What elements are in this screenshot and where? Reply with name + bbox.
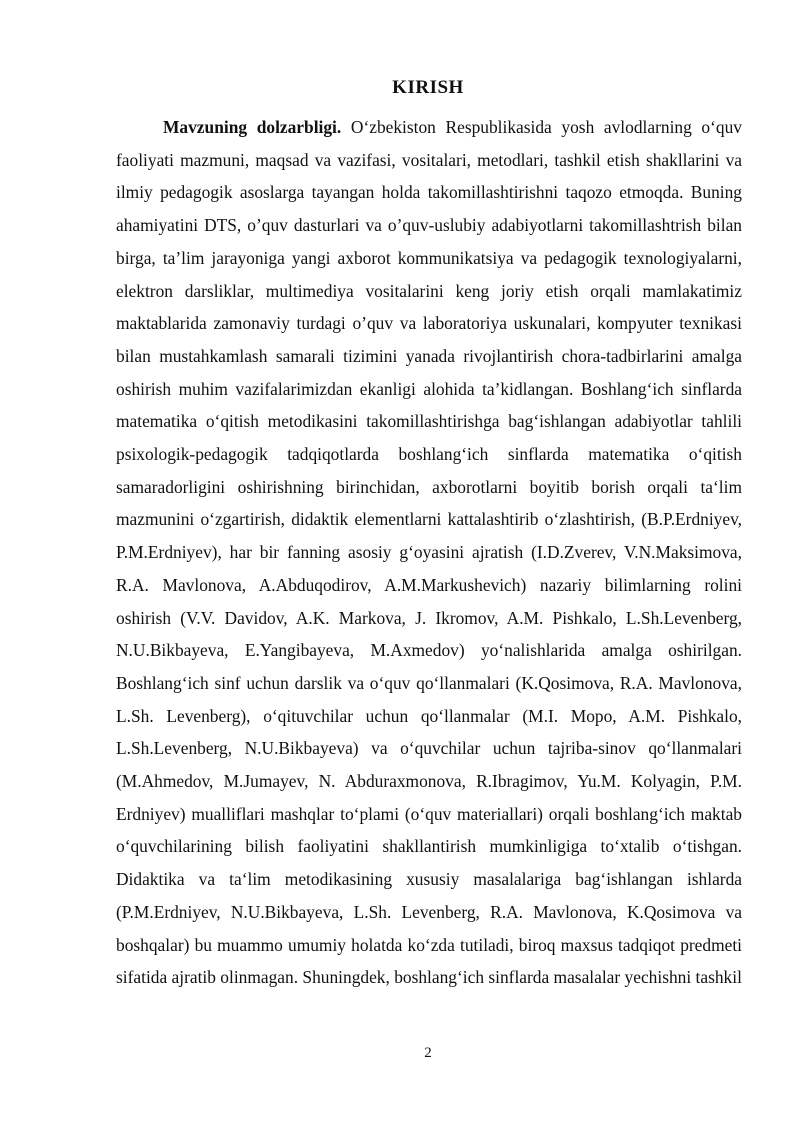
paragraph-lead: Mavzuning dolzarbligi. — [163, 117, 342, 137]
paragraph-text: O‘zbekiston Respublikasida yosh avlodlarning o‘quv faoliyati mazmuni, maqsad va vazifasi, vositalari, metodlari, tashkil etish shakllarini va ilmiy pedagogik asoslarga tayangan holda takomillashtirishni taqozo etmoqda. Buning ahamiyatini DTS, o’quv dasturlari va o’quv-uslubiy adabiyotlarni takomillashtrish bilan birga, ta’lim jarayoniga yangi axborot kommunikatsiya va pedagogik texnologiyalarni, elektron darsliklar, multimediya vositalarini keng joriy etish orqali mamlakatimiz maktablarida zamonaviy turdagi o’quv va laboratoriya uskunalari, kompyuter texnikasi bilan mustahkamlash samarali tizimini yanada rivojlantirish chora-tadbirlarini amalga oshirish muhim vazifalarimizdan ekanligi alohida ta’kidlangan. Boshlang‘ich sinflarda matematika o‘qitish metodikasini takomillashtirishga bag‘ishlangan adabiyotlar tahlili psixologik-pedagogik tadqiqotlarda boshlang‘ich sinflarda matematika o‘qitish samaradorligini oshirishning birinchidan, axborotlarni boyitib borish orqali ta‘lim mazmunini o‘zgartirish, didaktik elementlarni kattalashtirib o‘zlashtirish, (B.P.Erdniyev, P.M.Erdniyev), har bir fanning asosiy g‘oyasini ajratish (I.D.Zverev, V.N.Maksimova, R.A. Mavlonova, A.Abduqodirov, A.M.Markushevich) nazariy bilimlarning rolini oshirish (V.V. Davidov, A.K. Markova, J. Ikromov, A.M. Pishkalo, L.Sh.Levenberg, N.U.Bikbayeva, E.Yangibayeva, M.Axmedov) yo‘nalishlarida amalga oshirilgan. Boshlang‘ich sinf uchun darslik va o‘quv qo‘llanmalari (K.Qosimova, R.A. Mavlonova, L.Sh. Levenberg), o‘qituvchilar uchun qo‘llanmalar (M.I. Mopo, A.M. Pishkalo, L.Sh.Levenberg, N.U.Bikbayeva) va o‘quvchilar uchun tajriba-sinov qo‘llanmalari (M.Ahmedov, M.Jumayev, N. Abduraxmonova, R.Ibragimov, Yu.M. Kolyagin, P.M. Erdniyev) mualliflari mashqlar to‘plami (o‘quv materiallari) orqali boshlang‘ich maktab o‘quvchilarining bilish faoliyatini shakllantirish mumkinligiga to‘xtalib o‘tishgan. Didaktika va ta‘lim metodikasining xususiy masalalariga bag‘ishlangan ishlarda (P.M.Erdniyev, N.U.Bikbayeva, L.Sh. Levenberg, R.A. Mavlonova, K.Qosimova va boshqalar) bu muammo umumiy holatda ko‘zda tutiladi, biroq maxsus tadqiqot predmeti sifatida ajratib olinmagan. Shuningdek, boshlang‘ich sinflarda masalalar yechishni tashkil — [116, 117, 742, 988]
body-paragraph — [116, 111, 742, 994]
section-title: KIRISH — [392, 77, 464, 98]
page-number: 2 — [424, 1045, 432, 1061]
